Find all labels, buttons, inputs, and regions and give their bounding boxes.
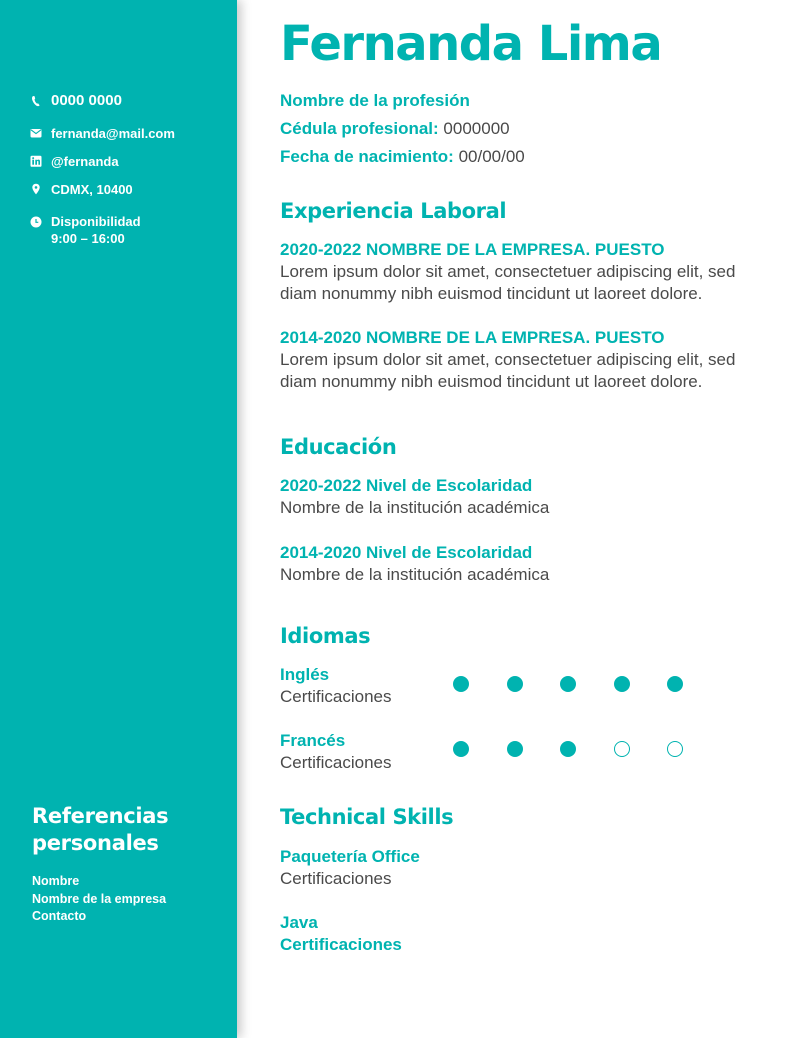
- reference-contact: Contacto: [32, 909, 87, 923]
- skill-item: [280, 846, 770, 890]
- availability-block: [51, 213, 141, 247]
- phone-icon: [30, 95, 42, 107]
- education-heading: 2014-2020 Nivel de Escolaridad: [280, 543, 533, 562]
- education-item: [280, 542, 770, 586]
- experience-item: [280, 239, 770, 305]
- birthdate-value: 00/00/00: [458, 147, 525, 166]
- birthdate-label: Fecha de nacimiento:: [280, 147, 454, 166]
- education-title: Educación: [280, 435, 397, 459]
- skills-title: Technical Skills: [280, 805, 454, 829]
- location-pin-icon: [30, 183, 42, 195]
- experience-desc-line: Lorem ipsum dolor sit amet, consectetuer adipiscing elit, sed: [280, 350, 736, 369]
- level-dot-filled: [667, 676, 683, 692]
- education-heading: 2020-2022 Nivel de Escolaridad: [280, 476, 533, 495]
- skill-item: [280, 912, 770, 956]
- experience-title: Experiencia Laboral: [280, 199, 507, 223]
- contact-linkedin: [30, 153, 230, 170]
- phone-number: 0000 0000: [51, 92, 122, 109]
- references-title: [32, 803, 168, 857]
- sidebar: [0, 0, 237, 1038]
- skill-name: Paquetería Office: [280, 847, 420, 866]
- location-text: CDMX, 10400: [51, 182, 133, 197]
- language-name: Francés: [280, 731, 346, 750]
- references-title-line2: personales: [32, 831, 159, 855]
- skill-certifications: Certificaciones: [280, 935, 402, 954]
- contact-list: [30, 92, 230, 247]
- linkedin-handle: @fernanda: [51, 154, 119, 169]
- contact-location: [30, 181, 230, 198]
- mail-icon: [30, 127, 42, 139]
- level-dot-filled: [453, 741, 469, 757]
- contact-availability: [30, 213, 230, 247]
- language-item: [280, 664, 770, 708]
- contact-phone: [30, 92, 230, 112]
- education-institution: Nombre de la institución académica: [280, 565, 550, 584]
- cedula-label: Cédula profesional:: [280, 119, 439, 138]
- skill-certifications: Certificaciones: [280, 869, 392, 888]
- reference-company: Nombre de la empresa: [32, 891, 167, 906]
- experience-heading: 2014-2020 NOMBRE DE LA EMPRESA. PUESTO: [280, 328, 665, 347]
- level-dot-empty: [667, 741, 683, 757]
- profession: Nombre de la profesión: [280, 91, 470, 110]
- contact-email: [30, 125, 230, 142]
- references-list: [32, 873, 168, 926]
- birthdate-row: [280, 143, 525, 171]
- level-dot-filled: [560, 676, 576, 692]
- skill-name: Java: [280, 913, 318, 932]
- profile-info: [280, 87, 525, 171]
- availability-hours: 9:00 – 16:00: [51, 231, 125, 246]
- language-level: [453, 741, 721, 757]
- level-dot-filled: [560, 741, 576, 757]
- level-dot-filled: [507, 741, 523, 757]
- language-level: [453, 676, 721, 692]
- availability-label: Disponibilidad: [51, 214, 141, 229]
- experience-desc-line: Lorem ipsum dolor sit amet, consectetuer adipiscing elit, sed: [280, 262, 736, 281]
- level-dot-filled: [507, 676, 523, 692]
- clock-icon: [30, 216, 42, 228]
- experience-desc-line: diam nonummy nibh euismod tincidunt ut laoreet dolore.: [280, 284, 703, 303]
- cedula-value: 0000000: [443, 119, 510, 138]
- reference-name: Nombre: [32, 874, 80, 888]
- cedula-row: [280, 115, 525, 143]
- education-institution: Nombre de la institución académica: [280, 498, 550, 517]
- candidate-name: Fernanda Lima: [280, 16, 662, 72]
- level-dot-filled: [453, 676, 469, 692]
- language-certifications: Certificaciones: [280, 753, 392, 772]
- experience-item: [280, 327, 770, 393]
- email-address: fernanda@mail.com: [51, 126, 175, 141]
- level-dot-filled: [614, 676, 630, 692]
- references-title-line1: Referencias: [32, 804, 169, 828]
- experience-desc-line: diam nonummy nibh euismod tincidunt ut laoreet dolore.: [280, 372, 703, 391]
- language-item: [280, 730, 770, 774]
- references-section: [32, 803, 168, 926]
- level-dot-empty: [614, 741, 630, 757]
- experience-heading: 2020-2022 NOMBRE DE LA EMPRESA. PUESTO: [280, 240, 665, 259]
- linkedin-icon: [30, 155, 42, 167]
- education-item: [280, 475, 770, 519]
- language-name: Inglés: [280, 665, 330, 684]
- language-certifications: Certificaciones: [280, 687, 392, 706]
- languages-title: Idiomas: [280, 624, 371, 648]
